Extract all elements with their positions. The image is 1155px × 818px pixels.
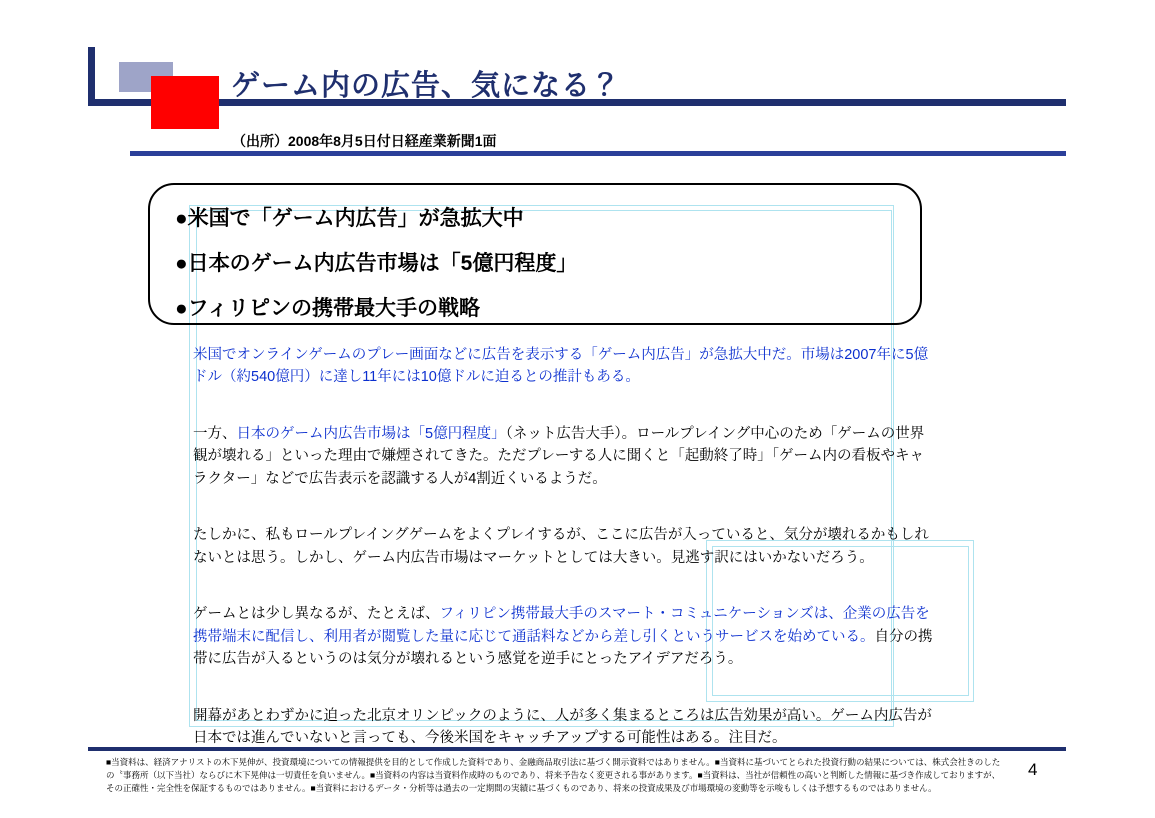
bullet-item-2: ●日本のゲーム内広告市場は「5億円程度」 (175, 252, 578, 275)
paragraph-3 (193, 524, 935, 569)
page-number: 4 (1028, 760, 1038, 779)
paragraph-4-rest: 自分の携帯に広告が入るというのは気分が壊れるという感覚を逆手にとったアイデアだろう。 (193, 628, 933, 668)
paragraph-5 (193, 705, 935, 750)
summary-bullet-list (175, 202, 915, 337)
bullet-item-3: ●フィリピンの携帯最大手の戦略 (175, 297, 481, 320)
paragraph-1 (193, 344, 935, 389)
paragraph-1-text: 米国でオンラインゲームのプレー画面などに広告を表示する「ゲーム内広告」が急拡大中だ。市場は2007年に5億ドル（約540億円）に達し11年には10億ドルに迫るとの推計もある。 (193, 347, 929, 386)
header-red-square (151, 76, 219, 129)
paragraph-4 (193, 603, 935, 670)
page-title: ゲーム内の広告、気になる？ (231, 70, 622, 102)
header-secondary-rule (130, 151, 1066, 156)
footer-disclaimer: ■当資料は、経済アナリストの木下晃伸が、投資環境についての情報提供を目的として作成した資料であり、金融商品取引法に基づく開示資料ではありません。■当資料に基づいてとられた投資行動の結果については、株式会社きのしたの〝事務所（以下当社）ならびに木下晃伸は一切責任を負いません。■当資料の内容は当資料作成時のものであり、将来予告なく変更される事があります。■当資料は、当社が信頼性の高いと判断した情報に基づき作成しておりますが、その正確性・完全性を保証するものではありません。■当資料におけるデータ・分析等は過去の一定期間の実績に基づくものであり、将来の投資成果及び市場環境の変動等を示唆もしくは予想するものではありません。 (106, 757, 1001, 793)
article-body (193, 344, 935, 750)
header-left-bar (88, 47, 95, 105)
paragraph-5-text: 開幕があとわずかに迫った北京オリンピックのように、人が多く集まるところは広告効果が高い。ゲーム内広告が日本では進んでいないと言っても、今後米国をキャッチアップする可能性はある。注目だ。 (193, 707, 932, 747)
paragraph-4-lead: ゲームとは少し異なるが、たとえば、 (193, 606, 440, 623)
footer-rule (88, 747, 1066, 751)
paragraph-2-highlight: 日本のゲーム内広告市場は「5億円程度」 (236, 425, 506, 442)
paragraph-2-lead: 一方、 (193, 425, 237, 442)
bullet-item-1: ●米国で「ゲーム内広告」が急拡大中 (175, 207, 524, 230)
paragraph-2-rest: （ネット広告大手）。ロールプレイング中心のため「ゲームの世界観が壊れる」といった理由で嫌煙されてきた。ただプレーする人に聞くと「起動終了時」「ゲーム内の看板やキャラクター」などで広告表示を認識する人が4割近くいるようだ。 (193, 425, 925, 487)
paragraph-4-highlight: フィリピン携帯最大手のスマート・コミュニケーションズは、企業の広告を携帯端末に配信し、利用者が閲覧した量に応じて通話料などから差し引くというサービスを始めている。 (193, 606, 930, 645)
paragraph-3-text: たしかに、私もロールプレイングゲームをよくプレイするが、ここに広告が入っていると、気分が壊れるかもしれないとは思う。しかし、ゲーム内広告市場はマーケットとしては大きい。見逃す訳にはいかないだろう。 (193, 527, 929, 566)
paragraph-2 (193, 423, 935, 490)
source-citation: （出所）2008年8月5日付日経産業新聞1面 (232, 133, 497, 149)
